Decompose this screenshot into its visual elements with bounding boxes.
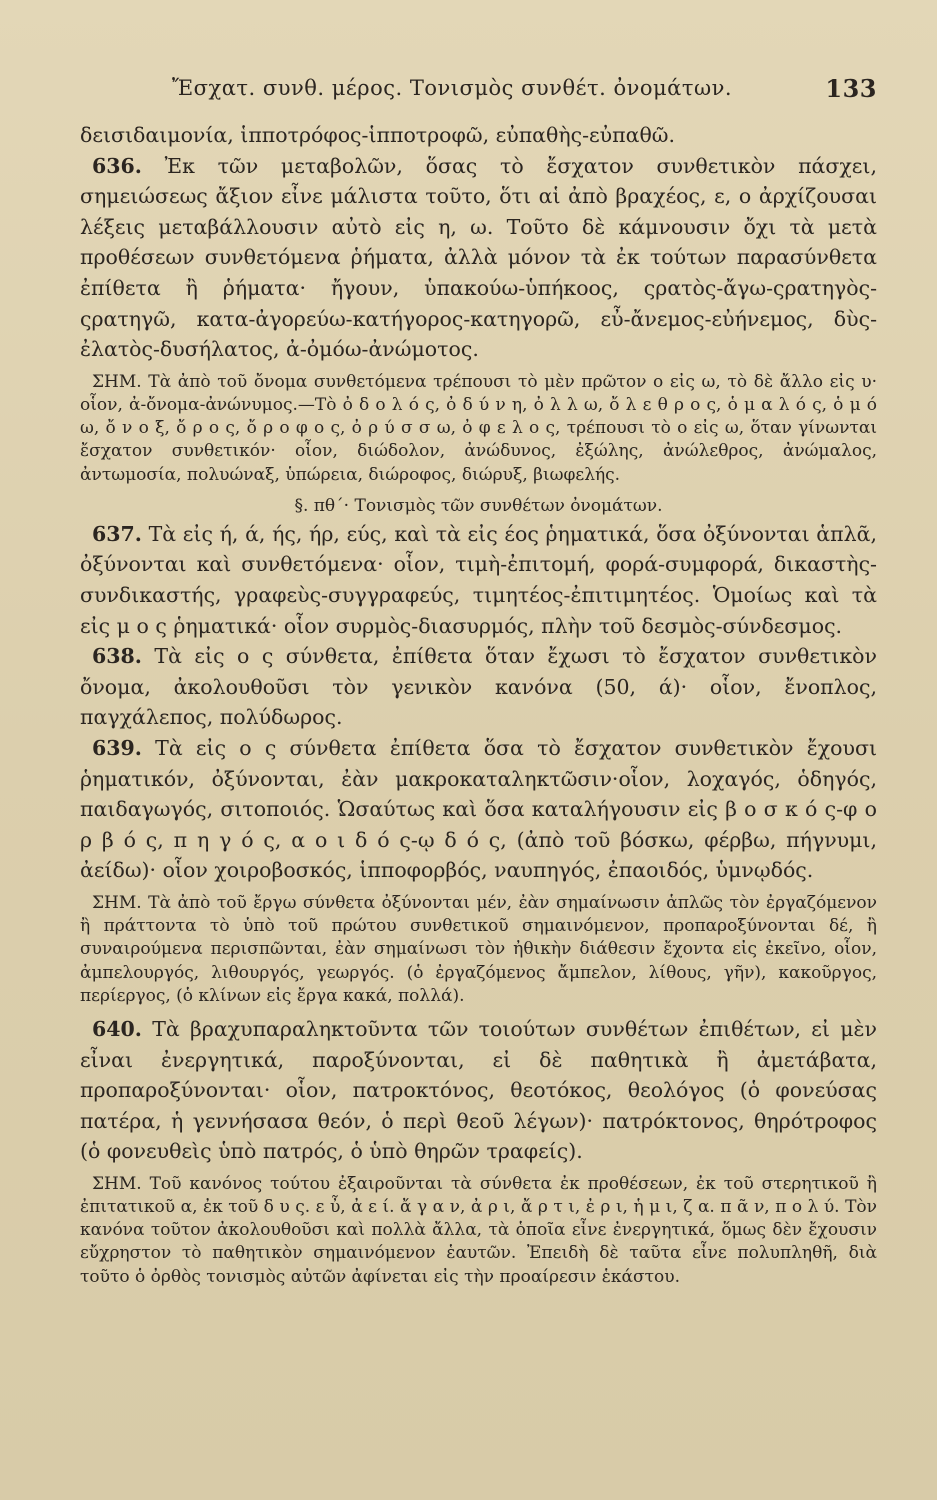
page-number: 133 bbox=[825, 74, 877, 103]
paragraph-number: 639. bbox=[92, 735, 142, 760]
paragraph-639 bbox=[80, 733, 877, 886]
section-heading: §. πθ΄· Τονισμὸς τῶν συνθέτων ὀνομάτων. bbox=[294, 495, 663, 516]
paragraph-text: Τὰ εἰς ο ς σύνθετα ἐπίθετα ὅσα τὸ ἔσχατον συνθετικὸν ἔχουσι ῥηματικόν, ὀξύνονται, ἐὰν μακροκαταληκτῶσιν·οἷον, λοχαγός, ὁδηγός, παιδαγωγός, σιτοποιός. Ὡσαύτως καὶ ὅσα καταλήγουσιν εἰς β ο σ κ ό ς-φ ο ρ β ό ς, π η γ ό ς, α ο ι δ ό ς-ῳ δ ό ς, (ἀπὸ τοῦ βόσκω, φέρβω, πήγνυμι, ἀείδω)· οἷον χοιροβοσκός, ἱπποφορβός, ναυπηγός, ἐπαοιδός, ὑμνῳδός. bbox=[80, 735, 877, 883]
paragraph-637 bbox=[80, 519, 877, 641]
paragraph-638 bbox=[80, 641, 877, 733]
paragraph-text: Τὰ βραχυπαραληκτοῦντα τῶν τοιούτων συνθέτων ἐπιθέτων, εἰ μὲν εἶναι ἐνεργητικά, παροξύνονται, εἰ δὲ παθητικὰ ἢ ἀμετάβατα, προπαροξύνονται· οἷον, πατροκτόνος, θεοτόκος, θεολόγος (ὁ φονεύσας πατέρα, ἡ γεννήσασα θεόν, ὁ περὶ θεοῦ λέγων)· πατρόκτονος, θηρότροφος (ὁ φονευθεὶς ὑπὸ πατρός, ὁ ὑπὸ θηρῶν τραφείς). bbox=[80, 1016, 877, 1164]
paragraph-636 bbox=[80, 151, 877, 365]
paragraph-number: 640. bbox=[92, 1016, 142, 1041]
paragraph-number: 637. bbox=[92, 521, 142, 546]
running-title: Ἔσχατ. συνθ. μέρος. Τονισμὸς συνθέτ. ὀνομάτων. bbox=[172, 76, 733, 100]
note-636: ΣΗΜ. Τὰ ἀπὸ τοῦ ὄνομα συνθετόμενα τρέπουσι τὸ μὲν πρῶτον ο εἰς ω, τὸ δὲ ἄλλο εἰς υ· οἷον, ἀ-ὄνομα-ἀνώνυμος.—Τὸ ὀ δ ο λ ό ς, ὀ δ ύ ν η, ὀ λ λ ω, ὄ λ ε θ ρ ο ς, ὁ μ α λ ό ς, ὁ μ ό ω, ὄ ν ο ξ, ὄ ρ ο ς, ὄ ρ ο φ ο ς, ὀ ρ ύ σ σ ω, ὀ φ ε λ ο ς, τρέπουσι τὸ ο εἰς ω, ὅταν γίνωνται ἔσχατον συνθετικόν· οἷον, διώδολον, ἀνώδυνος, ἐξώλης, ἀνώλεθρος, ἀνώμαλος, ἀντωμοσία, πολυώναξ, ὑπώρεια, διώροφος, διώρυξ, βιωφελής. bbox=[80, 371, 877, 485]
page-body bbox=[80, 120, 877, 1289]
paragraph-text: Τὰ εἰς ο ς σύνθετα, ἐπίθετα ὅταν ἔχωσι τὸ ἔσχατον συνθετικὸν ὄνομα, ἀκολουθοῦσι τὸν γενικὸν κανόνα (50, ά)· οἷον, ἔνοπλος, παγχάλεπος, πολύδωρος. bbox=[80, 644, 877, 730]
paragraph-text: Ἐκ τῶν μεταβολῶν, ὅσας τὸ ἔσχατον συνθετικὸν πάσχει, σημειώσεως ἄξιον εἶνε μάλιστα τοῦτο, ὅτι αἱ ἀπὸ βραχέος, ε, ο ἀρχίζουσαι λέξεις μεταβάλλουσιν αὐτὸ εἰς η, ω. Τοῦτο δὲ κάμνουσιν ὄχι τὰ μετὰ προθέσεων συνθετόμενα ῥήματα, ἀλλὰ μόνον τὰ ἐκ τούτων παρασύνθετα ἐπίθετα ἢ ῥήματα· ἤγουν, ὑπακούω-ὑπήκοος, ςρατὸς-ἄγω-ςρατηγὸς-ςρατηγῶ, κατα-ἀγορεύω-κατήγορος-κατηγορῶ, εὖ-ἄνεμος-εὐήνεμος, δὺς-ἐλατὸς-δυσήλατος, ἀ-ὀμόω-ἀνώμοτος. bbox=[80, 153, 877, 362]
note-640: ΣΗΜ. Τοῦ κανόνος τούτου ἐξαιροῦνται τὰ σύνθετα ἐκ προθέσεων, ἐκ τοῦ στερητικοῦ ἢ ἐπιτατικοῦ α, ἐκ τοῦ δ υ ς. ε ὖ, ἀ ε ί. ἄ γ α ν, ἀ ρ ι, ἄ ρ τ ι, ἐ ρ ι, ἡ μ ι, ζ α. π ᾶ ν, π ο λ ύ. Τὸν κανόνα τοῦτον ἀκολουθοῦσι καὶ πολλὰ ἄλλα, τὰ ὁποῖα εἶνε ἐνεργητικά, ὅμως δὲν ἔχουσιν εὔχρηστον τὸ παθητικὸν σημαινόμενον ἑαυτῶν. Ἐπειδὴ δὲ ταῦτα εἶνε πολυπληθῆ, διὰ τοῦτο ὁ ὀρθὸς τονισμὸς αὐτῶν ἀφίνεται εἰς τὴν προαίρεσιν ἑκάστου. bbox=[80, 1173, 877, 1287]
paragraph-number: 638. bbox=[92, 644, 142, 669]
paragraph-text: Τὰ εἰς ή, ά, ής, ήρ, εύς, καὶ τὰ εἰς έος ῥηματικά, ὅσα ὀξύνονται ἁπλᾶ, ὀξύνονται καὶ συνθετόμενα· οἷον, τιμὴ-ἐπιτομή, φορά-συμφορά, δικαστὴς-συνδικαστής, γραφεὺς-συγγραφεύς, τιμητέος-ἐπιτιμητέος. Ὁμοίως καὶ τὰ εἰς μ ο ς ῥηματικά· οἷον συρμὸς-διασυρμός, πλὴν τοῦ δεσμὸς-σύνδεσμος. bbox=[80, 521, 877, 638]
paragraph-640 bbox=[80, 1014, 877, 1167]
paragraph-number: 636. bbox=[92, 153, 142, 178]
running-header bbox=[80, 70, 877, 114]
note-639: ΣΗΜ. Τὰ ἀπὸ τοῦ ἔργω σύνθετα ὀξύνονται μέν, ἐὰν σημαίνωσιν ἁπλῶς τὸν ἐργαζόμενον ἢ πράττοντα τὸ ὑπὸ τοῦ πρώτου συνθετικοῦ σημαινόμενον, προπαροξύνονται δέ, ἢ συναιρούμενα περισπῶνται, ἐὰν σημαίνωσι τὸν ἠθικὴν διάθεσιν ἔχοντα εἰς ἐκεῖνο, οἷον, ἀμπελουργός, λιθουργός, γεωργός. (ὁ ἐργαζόμενος ἄμπελον, λίθους, γῆν), κακοῦργος, περίεργος, (ὁ κλίνων εἰς ἔργα κακά, πολλά). bbox=[80, 892, 877, 1006]
continued-line: δεισιδαιμονία, ἱπποτρόφος-ἱπποτροφῶ, εὐπαθὴς-εὐπαθῶ. bbox=[80, 123, 676, 147]
